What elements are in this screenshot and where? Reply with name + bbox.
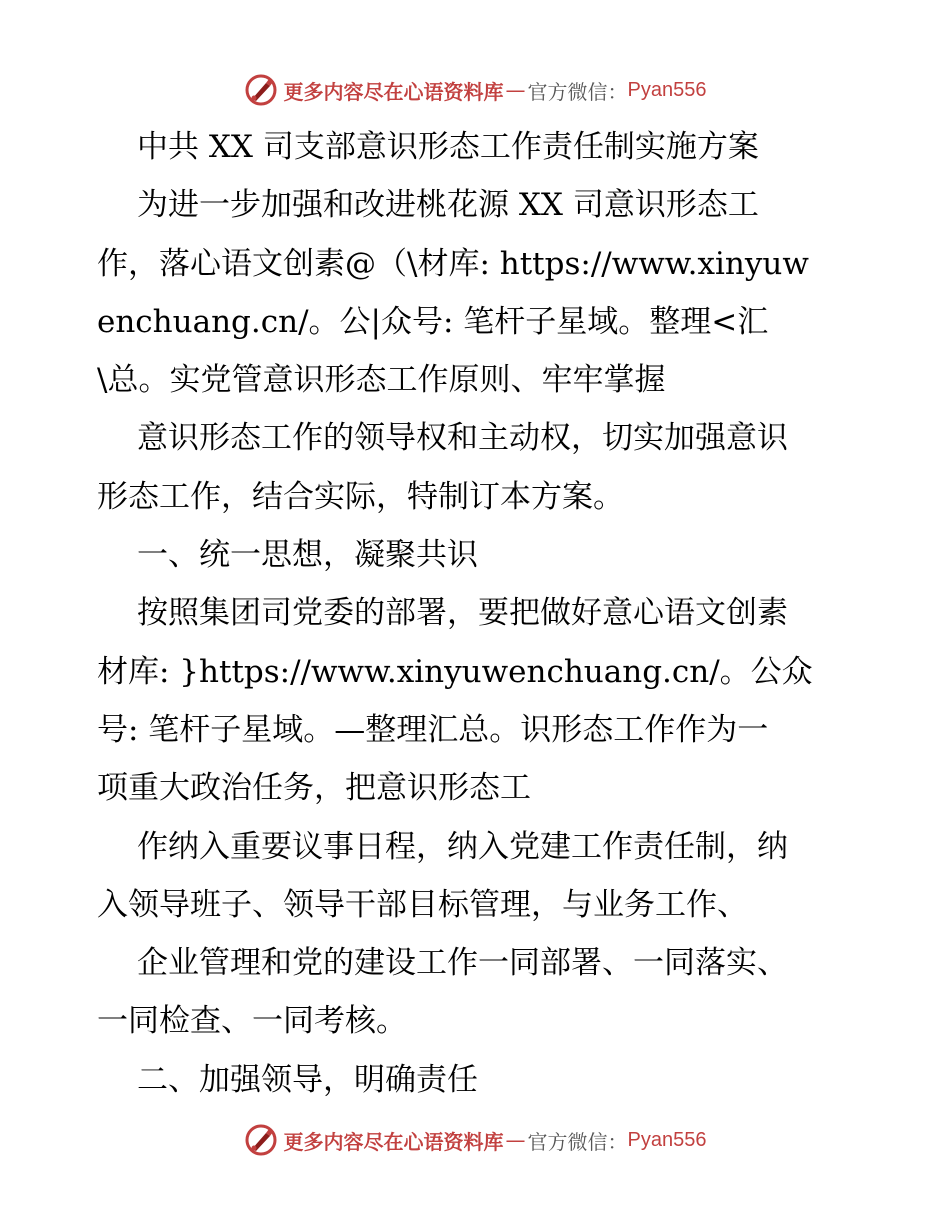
header-dash: — [505,78,526,102]
footer-dash: — [505,1128,526,1152]
text-line: 材库: }https://www.xinyuwenchuang.cn/。公众 [97,653,813,690]
pen-logo-icon [244,73,278,107]
document-body [97,118,857,1109]
text-line: 号: 笔杆子星域。—整理汇总。识形态工作作为一 [97,711,769,748]
text-line: enchuang.cn/。公|众号: 笔杆子星域。整理<汇 [97,303,769,340]
footer-banner [0,1120,950,1160]
document-title: 中共 XX 司支部意识形态工作责任制实施方案 [137,129,759,165]
pen-logo-icon [244,1123,278,1157]
section-heading: 二、加强领导，明确责任 [137,1061,478,1098]
footer-wechat-id: Pyan556 [627,1128,707,1151]
text-line: 入领导班子、领导干部目标管理，与业务工作、 [97,886,748,923]
section-heading: 一、统一思想，凝聚共识 [137,537,478,574]
text-line: 按照集团司党委的部署，要把做好意心语文创素 [137,595,788,632]
header-wechat-id: Pyan556 [627,78,707,101]
footer-official-label: 官方微信： [527,1129,628,1154]
text-line: 为进一步加强和改进桃花源 XX 司意识形态工 [137,187,759,224]
text-line: 作，落心语文创素@（\材库: https://www.xinyuw [97,245,809,282]
footer-promo-text: 更多内容尽在心语资料库 [283,1129,504,1154]
header-official-label: 官方微信： [527,79,628,104]
text-line: 形态工作，结合实际，特制订本方案。 [97,478,624,515]
text-line: 企业管理和党的建设工作一同部署、一同落实、 [137,945,788,982]
text-line: 项重大政治任务，把意识形态工 [97,770,531,807]
header-banner [0,70,950,110]
text-line: 一同检查、一同考核。 [97,1003,407,1040]
text-line: \总。实党管意识形态工作原则、牢牢掌握 [97,362,666,399]
text-line: 意识形态工作的领导权和主动权，切实加强意识 [137,420,788,457]
header-promo-text: 更多内容尽在心语资料库 [283,79,504,104]
text-line: 作纳入重要议事日程，纳入党建工作责任制，纳 [137,828,788,865]
